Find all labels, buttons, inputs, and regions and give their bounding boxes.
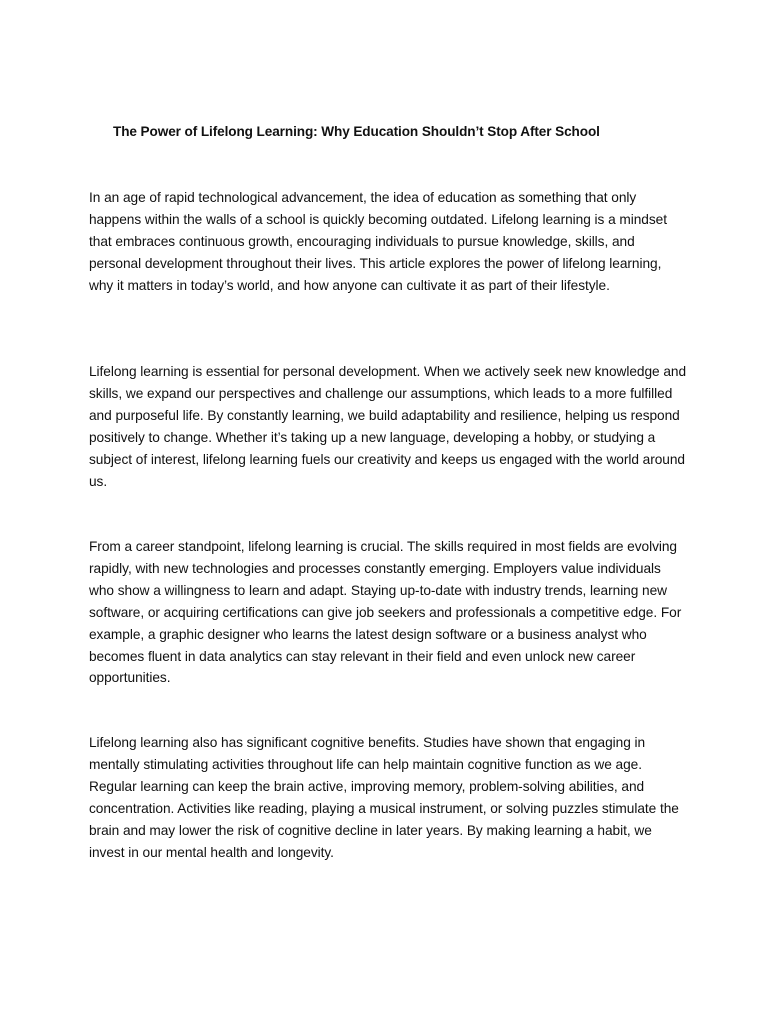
paragraph-career-benefits: From a career standpoint, lifelong learning is crucial. The skills required in most fields are evolving rapidly, with new technologies and processes constantly emerging. Employers value individuals who show a willingness to learn and adapt. Staying up-to-date with industry trends, learning new software, or acquiring certifications can give job seekers and professionals a competitive edge. For example, a graphic designer who learns the latest design software or a business analyst who becomes fluent in data analytics can stay relevant in their field and even unlock new career opportunities. <box>89 539 682 686</box>
document-title: The Power of Lifelong Learning: Why Education Shouldn’t Stop After School <box>113 124 600 139</box>
paragraph-personal-development: Lifelong learning is essential for personal development. When we actively seek new knowledge and skills, we expand our perspectives and challenge our assumptions, which leads to a more fulfilled and purposeful life. By constantly learning, we build adaptability and resilience, helping us respond positively to change. Whether it’s taking up a new language, developing a hobby, or studying a subject of interest, lifelong learning fuels our creativity and keeps us engaged with the world around us. <box>89 364 687 489</box>
paragraph-cognitive-benefits: Lifelong learning also has significant cognitive benefits. Studies have shown that engaging in mentally stimulating activities throughout life can help maintain cognitive function as we age. Regular learning can keep the brain active, improving memory, problem-solving abilities, and concentration. Activities like reading, playing a musical instrument, or solving puzzles stimulate the brain and may lower the risk of cognitive decline in later years. By making learning a habit, we invest in our mental health and longevity. <box>89 735 679 860</box>
paragraph-introduction: In an age of rapid technological advancement, the idea of education as something that only happens within the walls of a school is quickly becoming outdated. Lifelong learning is a mindset that embraces continuous growth, encouraging individuals to pursue knowledge, skills, and personal development throughout their lives. This article explores the power of lifelong learning, why it matters in today’s world, and how anyone can cultivate it as part of their lifestyle. <box>89 190 667 293</box>
